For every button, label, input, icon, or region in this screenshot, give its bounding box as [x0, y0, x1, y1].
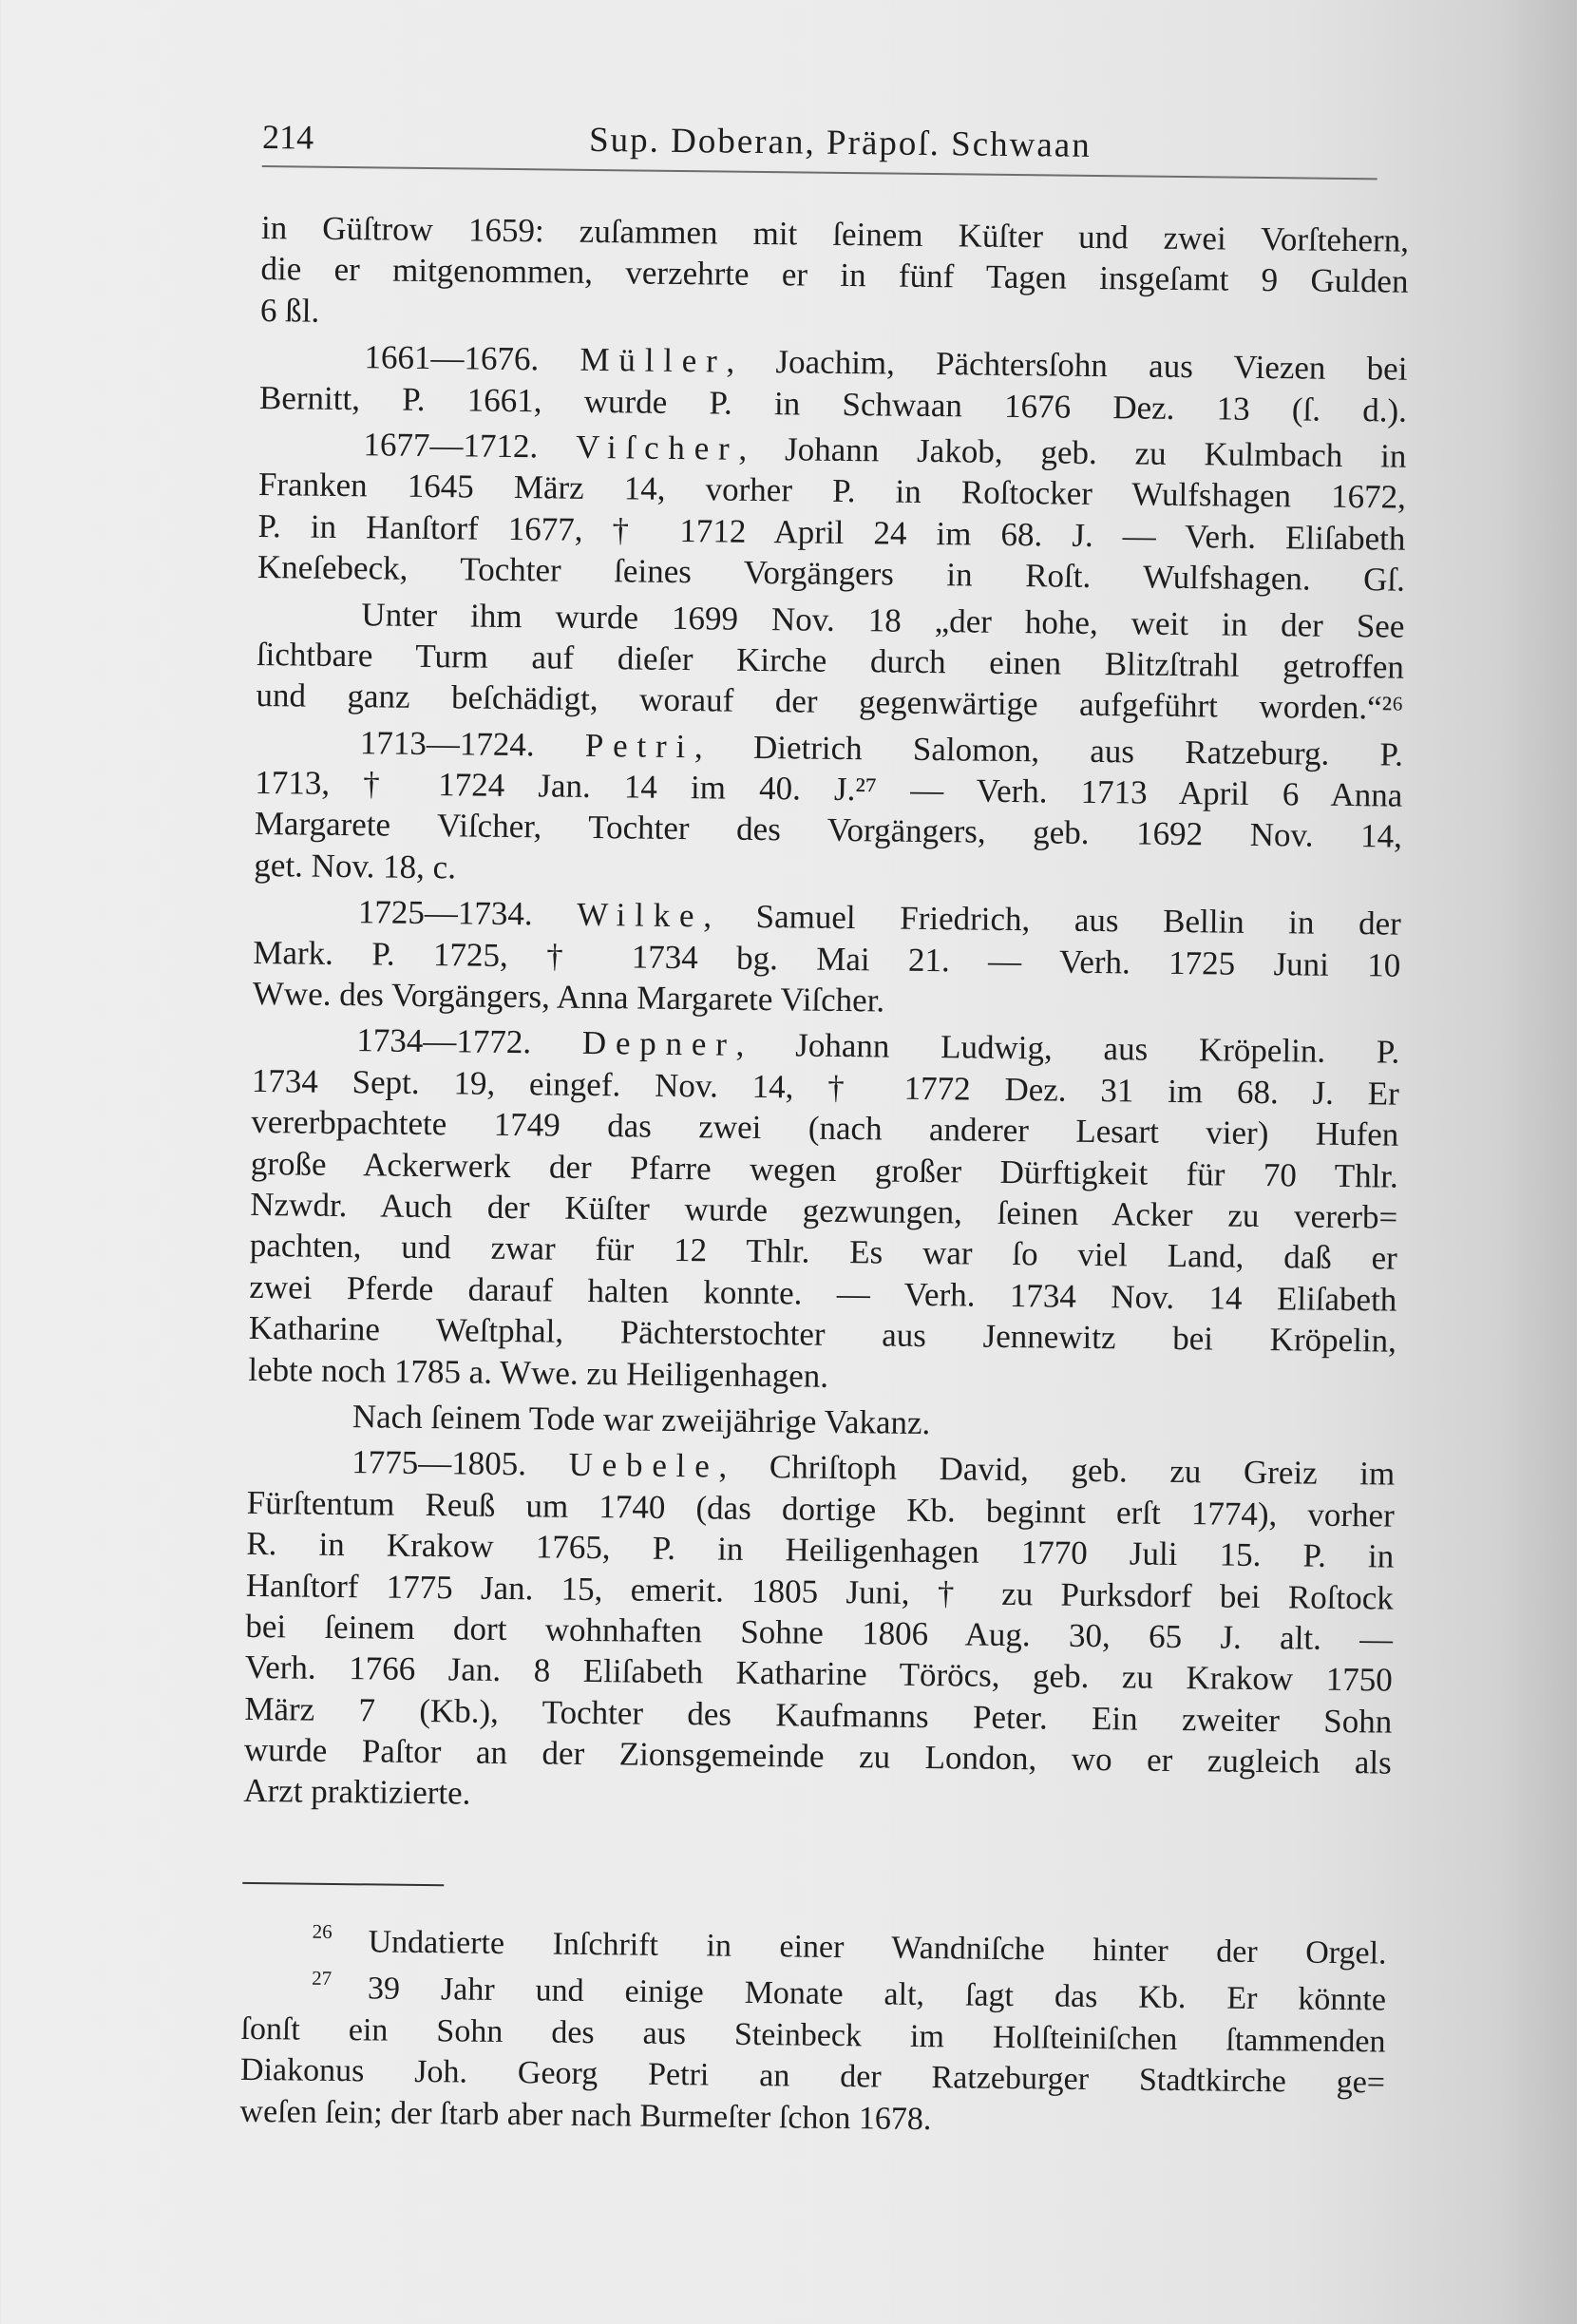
line-text: pachten, und zwar für 12 Thlr. Es war ſo viel Land, daß er [249, 1227, 1398, 1278]
entry-paragraph [253, 890, 1401, 1027]
footnote-text: weſen ſein; der ſtarb aber nach Burmeſter ſchon 1678. [239, 2093, 932, 2137]
entry-name: Müller [580, 340, 727, 380]
entry-paragraph [259, 335, 1408, 430]
line-text: , Samuel Friedrich, aus Bellin in der [703, 897, 1402, 943]
line-text: 6 ßl. [259, 291, 320, 330]
entry-years: 1725—1734. [357, 893, 533, 933]
line-text: vererbpachtete 1749 das zwei (nach anderer Lesart vier) Hufen [251, 1103, 1399, 1153]
page-number: 214 [261, 118, 314, 157]
footnote-text: Undatierte Inſchrift in einer Wandniſche hinter der Orgel. [368, 1924, 1387, 1972]
entry-years: 1661—1676. [364, 338, 540, 378]
line-text: P. in Hanſtorf 1677, † 1712 April 24 im 68. J. — Verh. Eliſabeth [257, 506, 1406, 558]
line-text: Katharine Weſtphal, Pächterstochter aus Jennewitz bei Kröpelin, [248, 1309, 1397, 1360]
line-text: lebte noch 1785 a. Wwe. zu Heiligenhagen. [248, 1350, 829, 1395]
line-text: bei ſeinem dort wohnhaften Sohne 1806 Aug. 30, 65 J. alt. — [245, 1607, 1394, 1658]
line-text: wurde Paſtor an der Zionsgemeinde zu London, wo er zugleich als [243, 1730, 1393, 1781]
paragraph [256, 592, 1404, 729]
line-text: 1713, † 1724 Jan. 14 im 40. J.²⁷ — Verh. 1713 April 6 Anna [255, 764, 1403, 814]
line-text: Kneſebeck, Tochter ſeines Vorgängers in Roſt. Wulfshagen. Gſ. [256, 548, 1406, 599]
line-text: ſichtbare Turm auf dieſer Kirche durch einen Blitzſtrahl getroffen [256, 635, 1405, 686]
footnote-text: ſonſt ein Sohn des aus Steinbeck im Holſteiniſchen ſtammenden [240, 2010, 1386, 2060]
line-text: und ganz beſchädigt, worauf der gegenwärtige aufgeführt worden.“²⁶ [256, 676, 1404, 727]
entry-years: 1713—1724. [359, 723, 535, 763]
footnote-line [241, 1920, 1386, 1974]
entry-name: Viſcher [575, 428, 739, 467]
entry-name: Petri [584, 726, 695, 765]
entry-paragraph [243, 1440, 1395, 1824]
page-header [262, 114, 1410, 175]
footnote [241, 1920, 1386, 1974]
line-text: get. Nov. 18, c. [254, 846, 457, 886]
footnote-marker: 26 [312, 1919, 332, 1943]
paragraph [260, 207, 1409, 344]
line-text: , Johann Ludwig, aus Kröpelin. P. [735, 1026, 1400, 1072]
line-text: Wwe. des Vorgängers, Anna Margarete Viſcher. [252, 974, 885, 1019]
text-line [248, 1395, 1396, 1449]
line-text: Verh. 1766 Jan. 8 Eliſabeth Katharine Töröcs, geb. zu Krakow 1750 [244, 1648, 1393, 1699]
paragraph [248, 1395, 1396, 1449]
line-text: , Chriſtoph David, geb. zu Greiz im [718, 1447, 1396, 1493]
line-text: Bernitt, P. 1661, wurde P. in Schwaan 1676 Dez. 13 (ſ. d.). [258, 378, 1408, 429]
line-text: Hanſtorf 1775 Jan. 15, emerit. 1805 Juni, † zu Purksdorf bei Roſtock [245, 1566, 1394, 1617]
entry-years: 1677—1712. [363, 426, 539, 466]
entry-paragraph [257, 423, 1407, 600]
line-text: die er mitgenommen, verzehrte er in fünf Tagen insgeſamt 9 Gulden [260, 250, 1409, 301]
entry-years: 1775—1805. [352, 1443, 527, 1483]
footnote [239, 1967, 1386, 2144]
line-text: R. in Krakow 1765, P. in Heiligenhagen 1770 Juli 15. P. in [246, 1525, 1395, 1575]
line-text: Mark. P. 1725, † 1734 bg. Mai 21. — Verh. 1725 Juni 10 [253, 933, 1401, 984]
footnote-marker: 27 [312, 1967, 332, 1991]
entry-name: Uebele [568, 1446, 719, 1485]
line-text: Franken 1645 März 14, vorher P. in Roſtocker Wulfshagen 1672, [257, 466, 1407, 517]
line-text: , Johann Jakob, geb. zu Kulmbach in [738, 429, 1407, 475]
running-title: Sup. Doberan, Präpoſ. Schwaan [588, 120, 1092, 165]
line-text: Nzwdr. Auch der Küſter wurde gezwungen, ſeinen Acker zu vererb= [250, 1185, 1398, 1236]
line-text: große Ackerwerk der Pfarre wegen großer Dürftigkeit für 70 Thlr. [250, 1144, 1399, 1195]
footnote-text: Diakonus Joh. Georg Petri an der Ratzeburger Stadtkirche ge= [239, 2052, 1386, 2101]
line-text: zwei Pferde darauf halten konnte. — Verh. 1734 Nov. 14 Eliſabeth [249, 1267, 1397, 1319]
footnote-rule [242, 1882, 444, 1886]
line-text: Margarete Viſcher, Tochter des Vorgängers, geb. 1692 Nov. 14, [254, 805, 1403, 856]
footnotes [239, 1920, 1386, 2145]
entry-paragraph [248, 1019, 1399, 1402]
line-text: , Dietrich Salomon, aus Ratzeburg. P. [694, 727, 1404, 773]
entry-name: Depner [581, 1024, 736, 1064]
line-text: , Joachim, Pächtersſohn aus Viezen bei [726, 342, 1408, 388]
line-text: Fürſtentum Reuß um 1740 (das dortige Kb. beginnt erſt 1774), vorher [246, 1483, 1395, 1534]
line-text: in Güſtrow 1659: zuſammen mit ſeinem Küſter und zwei Vorſtehern, [260, 208, 1410, 259]
line-text: 1734 Sept. 19, eingef. Nov. 14, † 1772 Dez. 31 im 68. J. Er [251, 1061, 1399, 1113]
entry-paragraph [254, 721, 1403, 899]
entry-years: 1734—1772. [356, 1021, 532, 1061]
body-text [243, 207, 1409, 1824]
line-text: Nach ſeinem Tode war zweijährige Vakanz. [352, 1398, 931, 1442]
line-text: März 7 (Kb.), Tochter des Kaufmanns Peter. Ein zweiter Sohn [244, 1689, 1393, 1741]
entry-name: Wilke [576, 896, 704, 935]
line-text: Arzt praktizierte. [243, 1772, 471, 1813]
line-text: Unter ihm wurde 1699 Nov. 18 „der hohe, weit in der See [361, 595, 1405, 645]
footnote-text: 39 Jahr und einige Monate alt, ſagt das Kb. Er könnte [367, 1971, 1387, 2018]
